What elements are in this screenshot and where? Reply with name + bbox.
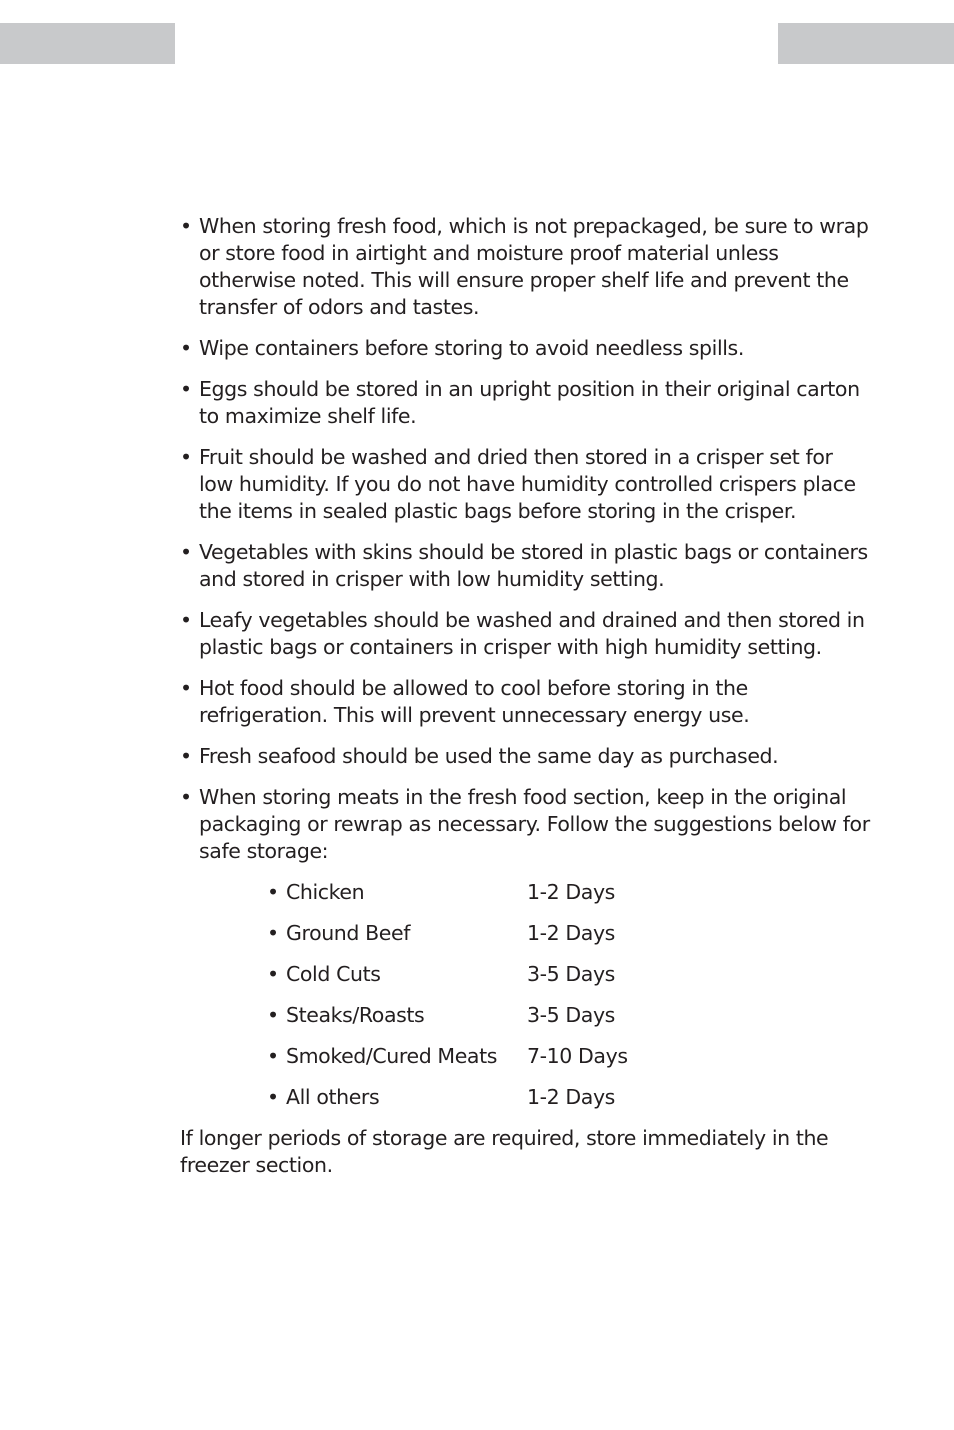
- tip-text: Wipe containers before storing to avoid needless spills.: [199, 336, 744, 360]
- bullet-dot: •: [180, 445, 192, 469]
- meat-name: All others: [286, 1085, 380, 1109]
- tip-item: [180, 213, 870, 321]
- meat-storage-row: [267, 1002, 870, 1029]
- meat-storage-table: [267, 879, 870, 1111]
- meat-name: Chicken: [286, 880, 365, 904]
- tip-text: When storing fresh food, which is not prepackaged, be sure to wrap or store food in airtight and moisture proof material unless otherwise noted. This will ensure proper shelf life and prevent the transfer of odors and tastes.: [199, 214, 869, 319]
- tip-item: [180, 539, 870, 593]
- tip-item: [180, 675, 870, 729]
- header-tab-right: [778, 23, 954, 64]
- meat-name: Ground Beef: [286, 921, 411, 945]
- meat-storage-row: [267, 920, 870, 947]
- storage-duration: 7-10 Days: [527, 1044, 628, 1068]
- meat-storage-row: [267, 961, 870, 988]
- tip-item: [180, 607, 870, 661]
- bullet-dot: •: [267, 1085, 279, 1109]
- tip-text: Fresh seafood should be used the same day as purchased.: [199, 744, 779, 768]
- bullet-dot: •: [180, 676, 192, 700]
- storage-duration: 3-5 Days: [527, 962, 615, 986]
- bullet-dot: •: [180, 336, 192, 360]
- tip-text: Fruit should be washed and dried then stored in a crisper set for low humidity. If you do not have humidity controlled crispers place the items in sealed plastic bags before storing in the crisper.: [199, 445, 856, 523]
- bullet-dot: •: [267, 962, 279, 986]
- storage-duration: 3-5 Days: [527, 1003, 615, 1027]
- meat-name: Smoked/Cured Meats: [286, 1044, 498, 1068]
- bullet-dot: •: [180, 377, 192, 401]
- tip-item: [180, 335, 870, 362]
- bullet-dot: •: [267, 1044, 279, 1068]
- meat-name: Steaks/Roasts: [286, 1003, 425, 1027]
- tip-item: [180, 444, 870, 525]
- storage-duration: 1-2 Days: [527, 1085, 615, 1109]
- bullet-dot: •: [180, 785, 192, 809]
- bullet-dot: •: [180, 540, 192, 564]
- tip-item: [180, 376, 870, 430]
- meat-storage-row: [267, 1043, 870, 1070]
- tip-item: [180, 743, 870, 770]
- tip-text: Leafy vegetables should be washed and drained and then stored in plastic bags or containers in crisper with high humidity setting.: [199, 608, 865, 659]
- storage-duration: 1-2 Days: [527, 921, 615, 945]
- meat-name: Cold Cuts: [286, 962, 381, 986]
- bullet-dot: •: [267, 921, 279, 945]
- header-tab-left: [0, 23, 175, 64]
- bullet-dot: •: [180, 608, 192, 632]
- meat-storage-row: [267, 1084, 870, 1111]
- storage-duration: 1-2 Days: [527, 880, 615, 904]
- closing-note: If longer periods of storage are required, store immediately in the freezer section.: [180, 1126, 829, 1177]
- bullet-dot: •: [267, 1003, 279, 1027]
- bullet-dot: •: [180, 744, 192, 768]
- bullet-dot: •: [267, 880, 279, 904]
- meat-storage-row: [267, 879, 870, 906]
- storage-tips-content: [180, 213, 870, 1179]
- tip-text: When storing meats in the fresh food section, keep in the original packaging or rewrap as necessary. Follow the suggestions below for safe storage:: [199, 785, 870, 863]
- tip-text: Vegetables with skins should be stored in plastic bags or containers and stored in crisper with low humidity setting.: [199, 540, 868, 591]
- bullet-dot: •: [180, 214, 192, 238]
- tip-text: Hot food should be allowed to cool before storing in the refrigeration. This will prevent unnecessary energy use.: [199, 676, 750, 727]
- tip-item: [180, 784, 870, 865]
- tip-text: Eggs should be stored in an upright position in their original carton to maximize shelf life.: [199, 377, 860, 428]
